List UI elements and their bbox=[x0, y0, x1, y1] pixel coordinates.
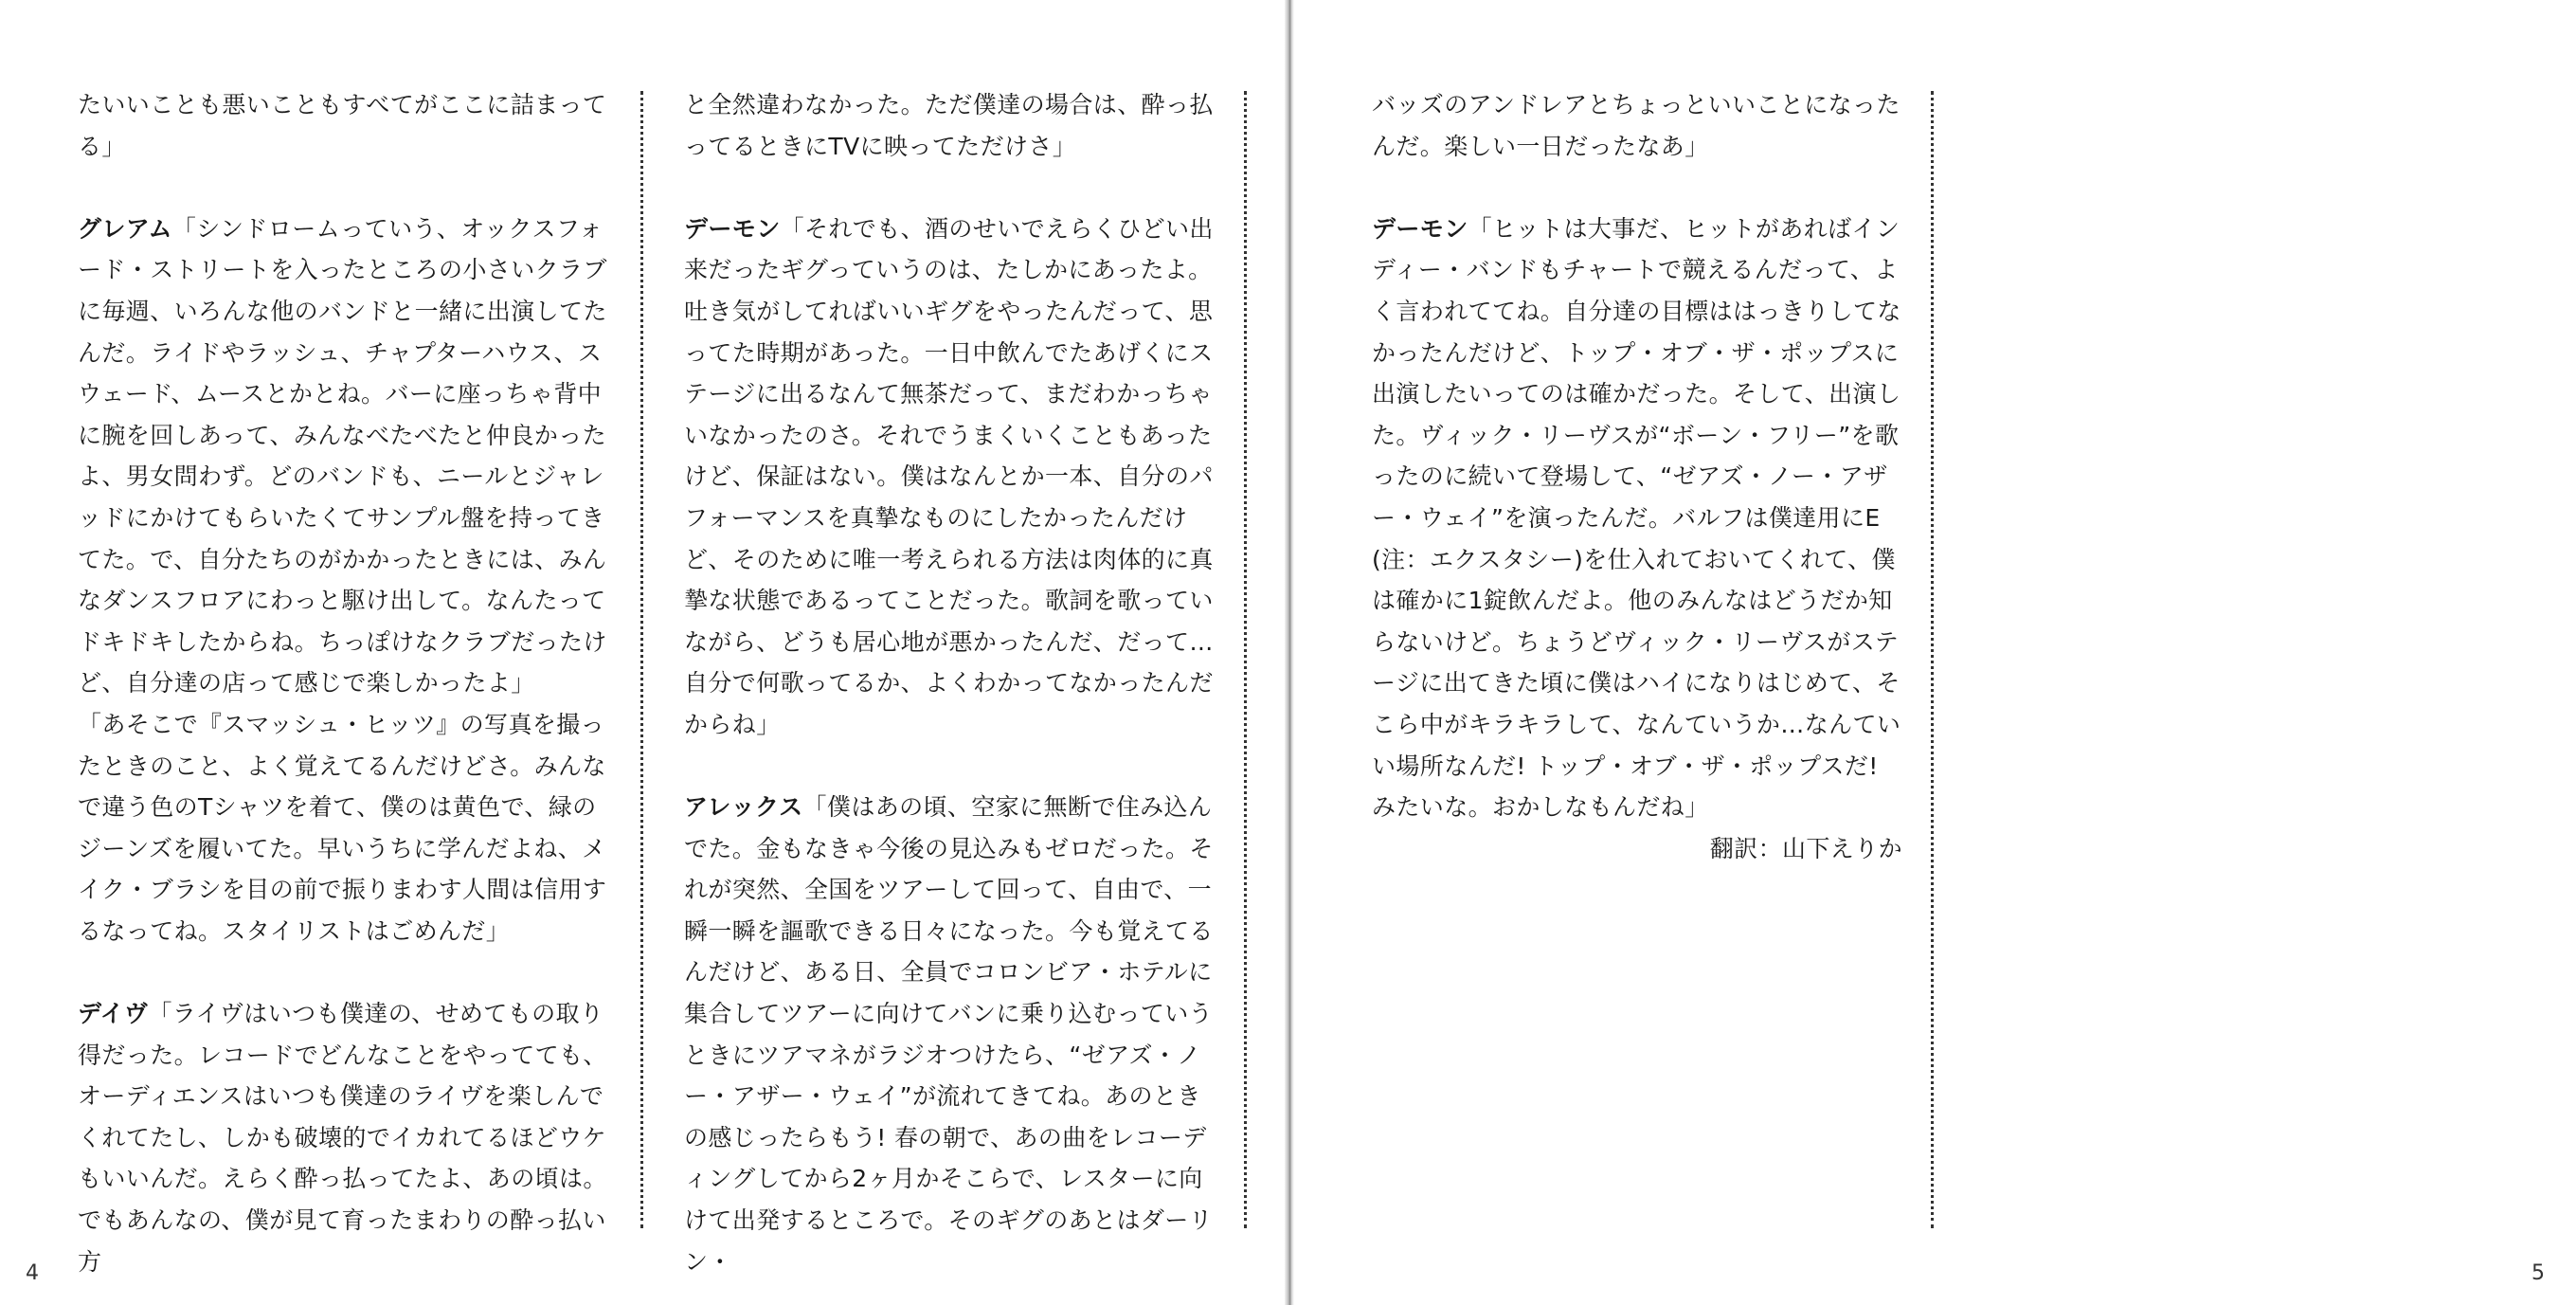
quote-text: 「僕はあの頃、空家に無断で住み込んでた。金もなきゃ今後の見込みもゼロだった。それが突然、全国をツアーして回って、自由で、一瞬一瞬を謳歌できる日々になった。今も覚えてるんだけど、ある日、全員でコロンビア・ホテルに集合してツアーに向けてバンに乗り込むっていうときにツアマネがラジオつけたら、“ゼアズ・ノー・アザー・ウェイ”が流れてきてね。あのときの感じったらもう! 春の朝で、あの曲をレコーディングしてから2ヶ月かそこらで、レスターに向けて出発するところで。そのギグのあとはダーリン・ bbox=[684, 793, 1214, 1276]
quote-text: 「それでも、酒のせいでえらくひどい出来だったギグっていうのは、たしかにあったよ。吐き気がしてればいいギグをやったんだって、思ってた時期があった。一日中飲んでたあげくにステージに出るなんて無茶だって、まだわかっちゃいなかったのさ。それでうまくいくこともあったけど、保証はない。僕はなんとか一本、自分のパフォーマンスを真摯なものにしたかったんだけど、そのために唯一考えられる方法は肉体的に真摯な状態であるってことだった。歌詞を歌っていながら、どうも居心地が悪かったんだ、だって…自分で何歌ってるか、よくわかってなかったんだからね」 bbox=[684, 214, 1214, 738]
quote-text: 「ヒットは大事だ、ヒットがあればインディー・バンドもチャートで競えるんだって、よく言われててね。自分達の目標ははっきりしてなかったんだけど、トップ・オブ・ザ・ポップスに出演したいってのは確かだった。そして、出演した。ヴィック・リーヴスが“ボーン・フリー”を歌ったのに続いて登場して、“ゼアズ・ノー・アザー・ウェイ”を演ったんだ。バルフは僕達用にE(注：エクスタシー)を仕入れておいてくれて、僕は確かに1錠飲んだよ。他のみんなはどうだか知らないけど。ちょうどヴィック・リーヴスがステージに出てきた頃に僕はハイになりはじめて、そこら中がキラキラして、なんていうか…なんていい場所なんだ! トップ・オブ・ザ・ポップスだ! みたいな。おかしなもんだね」 bbox=[1372, 214, 1901, 822]
left-page-column-2 bbox=[684, 84, 1215, 1282]
quote-text: 「シンドロームっていう、オックスフォード・ストリートを入ったところの小さいクラブに毎週、いろんな他のバンドと一緒に出演してたんだ。ライドやラッシュ、チャプターハウス、スウェード、ムースとかとね。バーに座っちゃ背中に腕を回しあって、みんなべたべたと仲良かったよ、男女問わず。どのバンドも、ニールとジャレッドにかけてもらいたくてサンプル盤を持ってきてた。で、自分たちのがかかったときには、みんなダンスフロアにわっと駆け出して。なんたってドキドキしたからね。ちっぽけなクラブだったけど、自分達の店って感じで楽しかったよ」 bbox=[78, 214, 607, 698]
right-page-column-1 bbox=[1372, 84, 1902, 869]
speaker-name: デーモン bbox=[1372, 214, 1468, 243]
page-number-right: 5 bbox=[2531, 1261, 2545, 1285]
paragraph-dave bbox=[78, 993, 608, 1282]
speaker-name: アレックス bbox=[684, 793, 803, 822]
speaker-name: デイヴ bbox=[78, 1000, 149, 1028]
quote-text: 「ライヴはいつも僕達の、せめてもの取り得だった。レコードでどんなことをやってても、オーディエンスはいつも僕達のライヴを楽しんでくれてたし、しかも破壊的でイカれてるほどウケもいいんだ。えらく酔っ払ってたよ、あの頃は。でもあんなの、僕が見て育ったまわりの酔っ払い方 bbox=[78, 1000, 607, 1276]
left-page-column-1 bbox=[78, 84, 608, 1282]
column-divider bbox=[640, 91, 643, 1228]
paragraph-3: 「あそこで『スマッシュ・ヒッツ』の写真を撮ったときのこと、よく覚えてるんだけどさ。みんなで違う色のTシャツを着て、僕のは黄色で、緑のジーンズを履いてた。早いうちに学んだよね、メイク・ブラシを目の前で振りまわす人間は信用するなってね。スタイリストはごめんだ」 bbox=[78, 710, 607, 945]
paragraph-graham bbox=[78, 208, 608, 704]
page-gutter bbox=[1285, 0, 1294, 1305]
column-divider bbox=[1931, 91, 1934, 1228]
column-divider bbox=[1244, 91, 1247, 1228]
paragraph-damon bbox=[1372, 208, 1902, 828]
paragraph-1: と全然違わなかった。ただ僕達の場合は、酔っ払ってるときにTVに映ってただけさ」 bbox=[684, 91, 1214, 160]
paragraph-damon bbox=[684, 208, 1215, 746]
page-number-left: 4 bbox=[26, 1261, 39, 1285]
paragraph-1: たいいことも悪いこともすべてがここに詰まってる」 bbox=[78, 91, 607, 160]
paragraph-1: バッズのアンドレアとちょっといいことになったんだ。楽しい一日だったなあ」 bbox=[1372, 91, 1900, 160]
paragraph-alex bbox=[684, 787, 1215, 1282]
speaker-name: グレアム bbox=[78, 214, 172, 243]
speaker-name: デーモン bbox=[684, 214, 781, 243]
translator-credit: 翻訳：山下えりか bbox=[1709, 834, 1902, 862]
